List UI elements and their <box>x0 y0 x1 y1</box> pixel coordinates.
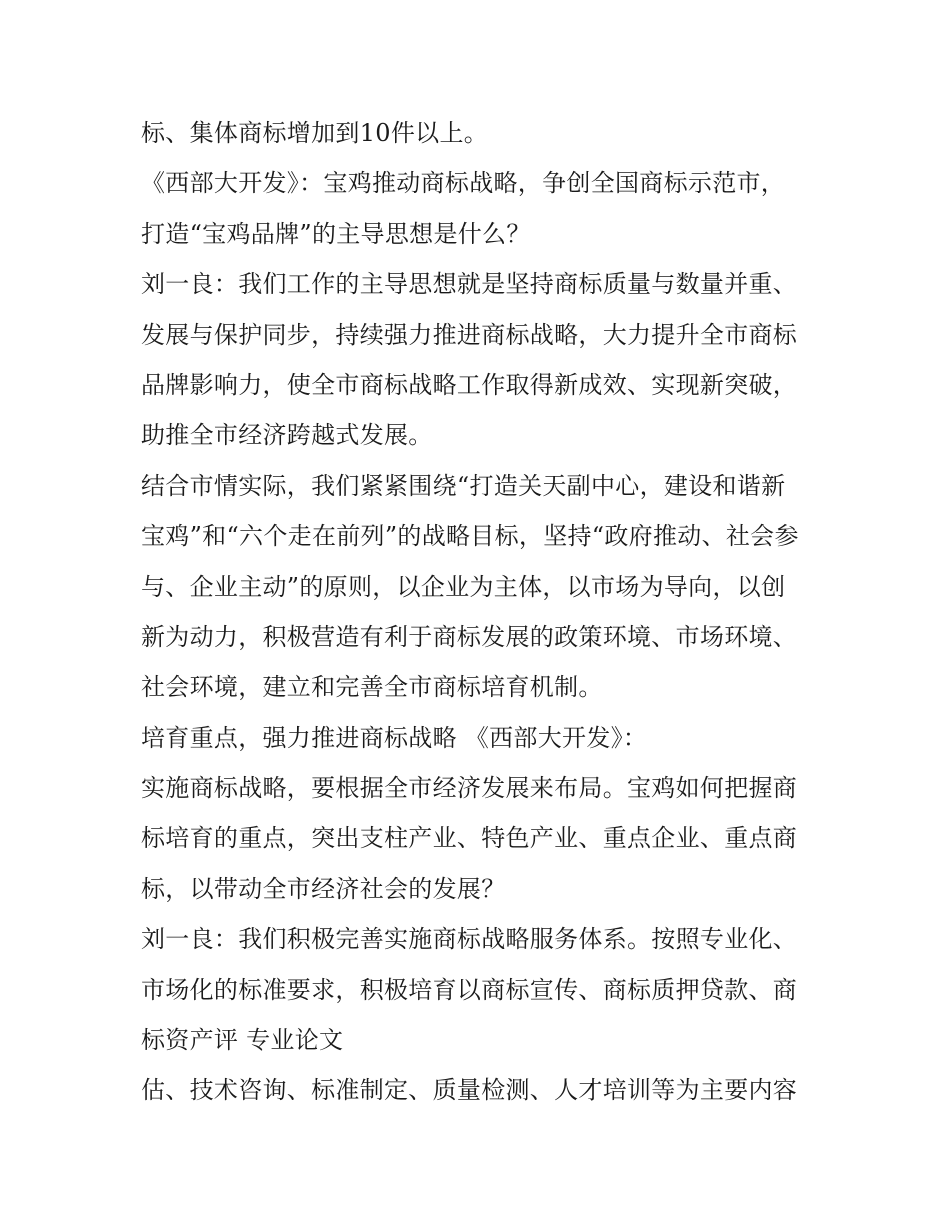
text-line: 标资产评 专业论文 <box>141 1026 344 1055</box>
text-line: 刘一良：我们积极完善实施商标战略服务体系。按照专业化、 <box>141 925 798 954</box>
text-line: 发展与保护同步，持续强力推进商标战略，大力提升全市商标 <box>141 320 798 349</box>
text-line: 结合市情实际，我们紧紧围绕“打造关天副中心，建设和谐新 <box>141 471 786 500</box>
text-line: 新为动力，积极营造有利于商标发展的政策环境、市场环境、 <box>141 622 798 651</box>
text-line: 助推全市经济跨越式发展。 <box>141 421 433 450</box>
text-line: 市场化的标准要求，积极培育以商标宣传、商标质押贷款、商 <box>141 975 798 1004</box>
text-line: 培育重点，强力推进商标战略 《西部大开发》： <box>141 723 648 752</box>
text-line: 标培育的重点，突出支柱产业、特色产业、重点企业、重点商 <box>141 824 798 853</box>
text-line: 刘一良：我们工作的主导思想就是坚持商标质量与数量并重、 <box>141 270 798 299</box>
text-line: 与、企业主动”的原则，以企业为主体，以市场为导向，以创 <box>141 572 786 601</box>
text-line: 宝鸡”和“六个走在前列”的战略目标，坚持“政府推动、社会参 <box>141 522 799 551</box>
text-line: 实施商标战略，要根据全市经济发展来布局。宝鸡如何把握商 <box>141 774 798 803</box>
text-line: 打造“宝鸡品牌”的主导思想是什么？ <box>141 219 531 248</box>
text-line: 标、集体商标增加到10件以上。 <box>141 119 489 147</box>
text-line: 《西部大开发》：宝鸡推动商标战略，争创全国商标示范市， <box>141 169 786 198</box>
text-line: 标，以带动全市经济社会的发展？ <box>141 874 506 903</box>
text-line: 社会环境，建立和完善全市商标培育机制。 <box>141 673 603 702</box>
text-line: 估、技术咨询、标准制定、质量检测、人才培训等为主要内容 <box>141 1076 798 1105</box>
text-line: 品牌影响力，使全市商标战略工作取得新成效、实现新突破， <box>141 370 798 399</box>
document-body <box>141 108 821 1116</box>
